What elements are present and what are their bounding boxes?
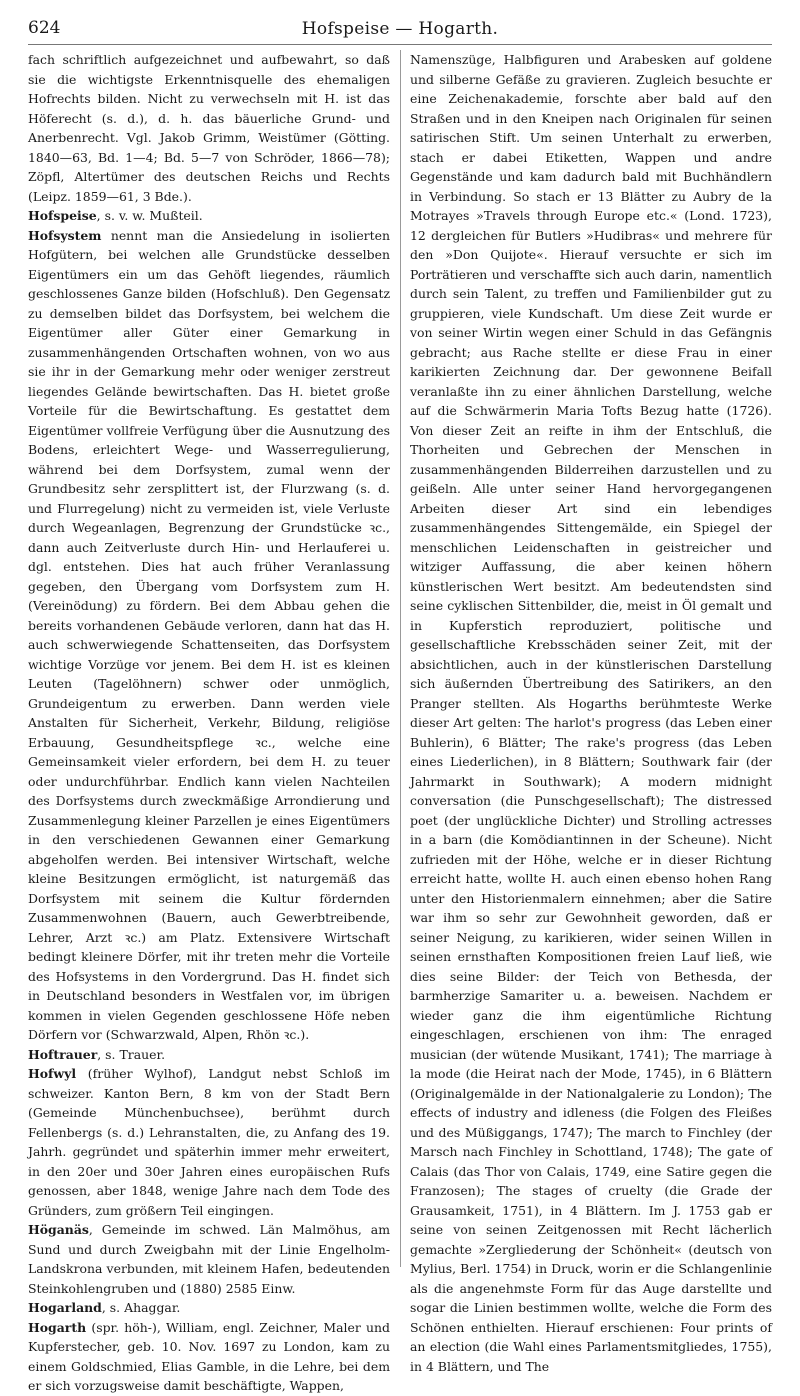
entry-text: (früher Wylhof), Landgut nebst Schloß im schweizer. Kanton Bern, 8 km von der Stadt Bern (Gemeinde Münchenbuchsee), berühmt durch Fellenbergs (s. d.) Lehranstalten, die, zu Anfang des 19. Jahrh. gegründet und späterhin immer mehr erweitert, in den 20er und 30er Jahren eines europäischen Rufs genossen, aber 1848, wenige Jahre nach dem Tode des Gründers, zum größern Teil eingingen.	[28, 1066, 390, 1218]
entry-text: , s. Trauer.	[97, 1046, 166, 1062]
page-header	[28, 14, 772, 45]
entry-text: fach schriftlich aufgezeichnet und aufbewahrt, so daß sie die wichtigste Erkenntnisquelle des ehemaligen Hofrechts bilden. Nicht zu verwechseln mit H. ist das Höferecht (s. d.), d. h. das bäuerliche Grund- und Anerbenrecht. Vgl. Jakob Grimm, Weistümer (Götting. 1840—63, Bd. 1—4; Bd. 5—7 von Schröder, 1866—78); Zöpfl, Altertümer des deutschen Reichs und Rechts (Leipz. 1859—61, 3 Bde.).	[28, 52, 390, 204]
dictionary-entry	[28, 50, 390, 206]
left-column	[28, 50, 390, 1393]
dictionary-entry	[28, 1220, 390, 1298]
entry-headword: Höganäs	[28, 1222, 89, 1237]
right-column	[410, 50, 772, 1374]
dictionary-entry	[28, 1298, 390, 1318]
entry-headword: Hofsystem	[28, 227, 102, 243]
entry-headword: Hofspeise	[28, 208, 97, 223]
dictionary-entry	[28, 206, 390, 226]
page-number: 624	[28, 18, 61, 38]
entry-headword: Hogarland	[28, 1300, 102, 1315]
entry-text: nennt man die Ansiedelung in isolierten Hofgütern, bei welchen alle Grundstücke desselben Eigentümers ein um das Gehöft liegendes, räumlich geschlossenes Ganze bilden (Hofschluß). Den Gegensatz zu demselben bildet das Dorfsystem, bei welchem die Eigentümer aller Güter einer Gemarkung in zusammenhängenden Ortschaften wohnen, von wo aus sie ihr in der Gemarkung mehr oder weniger zerstreut liegendes Gelände bewirtschaften. Das H. bietet große Vorteile für die Bewirtschaftung. Es gestattet dem Eigentümer vollfreie Verfügung über die Ausnutzung des Bodens, erleichtert Wege- und Wasserregulierung, während bei dem Dorfsystem, zumal wenn der Grundbesitz sehr zersplittert ist, der Flurzwang (s. d. und Flurregelung) nicht zu vermeiden ist, viele Verluste durch Wegeanlagen, Begrenzung der Grundstücke ꝛc., dann auch Zeitverluste durch Hin- und Herlauferei u. dgl. entstehen. Dies hat auch früher Veranlassung gegeben, den Übergang vom Dorfsystem zum H. (Vereinödung) zu fördern. Bei dem Abbau gehen die bereits vorhandenen Gebäude verloren, dann hat das H. auch schwerwiegende Schattenseiten, das Dorfsystem wichtige Vorzüge vor jenem. Bei dem H. ist es kleinen Leuten (Tagelöhnern) schwer oder unmöglich, Grundeigentum zu erwerben. Dann werden viele Anstalten für Sicherheit, Verkehr, Bildung, religiöse Erbauung, Gesundheitspflege ꝛc., welche eine Gemeinsamkeit vieler erfordern, bei dem H. zu teuer oder undurchführbar. Endlich kann vielen Nachteilen des Dorfsystems durch zweckmäßige Arrondierung und Zusammenlegung kleiner Parzellen je eines Eigentümers in den verschiedenen Gewannen einer Gemarkung abgeholfen werden. Bei intensiver Wirtschaft, welche kleine Besitzungen ermöglicht, ist naturgemäß das Dorfsystem mit seinem die Kultur fördernden Zusammenwohnen (Bauern, auch Gewerbtreibende, Lehrer, Arzt ꝛc.) am Platz. Extensivere Wirtschaft bedingt kleinere Dörfer, mit ihr treten mehr die Vorteile des Hofsystems in den Vordergrund. Das H. findet sich in Deutschland besonders in Westfalen vor, im übrigen kommen in vielen Gegenden geschlossene Höfe neben Dörfern vor (Schwarzwald, Alpen, Rhön ꝛc.).	[28, 227, 390, 1042]
dictionary-entry	[28, 1045, 390, 1065]
dictionary-entry	[28, 1064, 390, 1220]
text-columns	[28, 50, 772, 1393]
dictionary-entry	[28, 226, 390, 1045]
entry-headword: Hogarth	[28, 1319, 87, 1335]
dictionary-entry	[28, 1318, 390, 1396]
entry-headword: Hoftrauer	[28, 1046, 98, 1062]
entry-text: (spr. höh-), William, engl. Zeichner, Maler und Kupferstecher, geb. 10. Nov. 1697 zu London, kam zu einem Goldschmied, Elias Gamble, in die Lehre, bei dem er sich vorzugsweise damit beschäftigte, Wappen,	[28, 1319, 390, 1393]
column-divider	[400, 50, 401, 1267]
entry-headword: Hofwyl	[28, 1066, 77, 1081]
dictionary-entry	[410, 50, 772, 1376]
entry-text: Namenszüge, Halbfiguren und Arabesken auf goldene und silberne Gefäße zu gravieren. Zugleich besuchte er eine Zeichenakademie, forschte aber bald auf den Straßen und in den Kneipen nach Originalen für seinen satirischen Stift. Um seinen Unterhalt zu erwerben, stach er dabei Etiketten, Wappen und andre Gegenstände und kam dadurch bald mit Buchhändlern in Verbindung. So stach er 13 Blätter zu Aubry de la Motrayes »Travels through Europe etc.« (Lond. 1723), 12 dergleichen für Butlers »Hudibras« und mehrere für den »Don Quijote«. Hierauf versuchte er sich im Porträtieren und verschaffte sich auch darin, namentlich durch sein Talent, zu treffen und Familienbilder gut zu gruppieren, viele Kundschaft. Um diese Zeit wurde er von seiner Wirtin wegen einer Schuld in das Gefängnis gebracht; aus Rache stellte er diese Frau in einer karikierten Zeichnung dar. Der gewonnene Beifall veranlaßte ihn zu einer ähnlichen Darstellung, welche auf die Schwärmerin Maria Tofts Bezug hatte (1726). Von dieser Zeit an reifte in ihm der Entschluß, die Thorheiten und Gebrechen der Menschen in zusammenhängenden Bilderreihen darzustellen und zu geißeln. Alle unter seiner Hand hervorgegangenen Arbeiten dieser Art sind ein lebendiges zusammenhängendes Sittengemälde, ein Spiegel der menschlichen Leidenschaften in geistreicher und witziger Auffassung, die aber keinen höhern künstlerischen Wert besitzt. Am bedeutendsten sind seine cyklischen Sittenbilder, die, meist in Öl gemalt und in Kupferstich reproduziert, politische und gesellschaftliche Krebsschäden seiner Zeit, mit der absichtlichen, auch in der künstlerischen Darstellung sich äußernden Übertreibung des Satirikers, an den Pranger stellten. Als Hogarths berühmteste Werke dieser Art gelten: The harlot's progress (das Leben einer Buhlerin), 6 Blätter; The rake's progress (das Leben eines Liederlichen), in 8 Blättern; Southwark fair (der Jahrmarkt in Southwark); A modern midnight conversation (die Punschgesellschaft); The distressed poet (der unglückliche Dichter) und Strolling actresses in a barn (die Komödiantinnen in der Scheune). Nicht zufrieden mit der Höhe, welche er in dieser Richtung erreicht hatte, wollte H. auch einen ebenso hohen Rang unter den Historienmalern einnehmen; aber die Satire war ihm so sehr zur Gewohnheit geworden, daß er seiner Neigung, zu karikieren, wider seinen Willen in seinen ernsthaften Kompositionen freien Lauf ließ, wie dies seine Bilder: der Teich von Bethesda, der barmherzige Samariter u. a. beweisen. Nachdem er wieder ganz die ihm eigentümliche Richtung eingeschlagen, erschienen von ihm: The enraged musician (der wütende Musikant, 1741); The marriage à la mode (die Heirat nach der Mode, 1745), in 6 Blättern (Originalgemälde in der Nationalgalerie zu London); The effects of industry and idleness (die Folgen des Fleißes und des Müßiggangs, 1747); The march to Finchley (der Marsch nach Finchley in Schottland, 1748); The gate of Calais (das Thor von Calais, 1749, eine Satire gegen die Franzosen); The stages of cruelty (die Grade der Grausamkeit, 1751), in 4 Blättern. Im J. 1753 gab er seine von seinen Zeitgenossen mit Recht lächerlich gemachte »Zergliederung der Schönheit« (deutsch von Mylius, Berl. 1754) in Druck, worin er die Schlangenlinie als die angenehmste Form für das Auge darstellte und sogar die Linien bestimmen wollte, welche die Form des Schönen enthielten. Hierauf erschienen: Four prints of an election (die Wahl eines Parlamentsmitgliedes, 1755), in 4 Blättern, und The	[410, 52, 772, 1374]
running-title: Hofspeise — Hogarth.	[301, 19, 499, 39]
entry-text: , s. v. w. Mußteil.	[96, 208, 203, 223]
entry-text: , s. Ahaggar.	[101, 1300, 181, 1315]
entry-text: , Gemeinde im schwed. Län Malmöhus, am Sund und durch Zweigbahn mit der Linie Engelholm-Landskrona verbunden, mit kleinem Hafen, bedeutenden Steinkohlengruben und (1880) 2585 Einw.	[28, 1222, 390, 1296]
